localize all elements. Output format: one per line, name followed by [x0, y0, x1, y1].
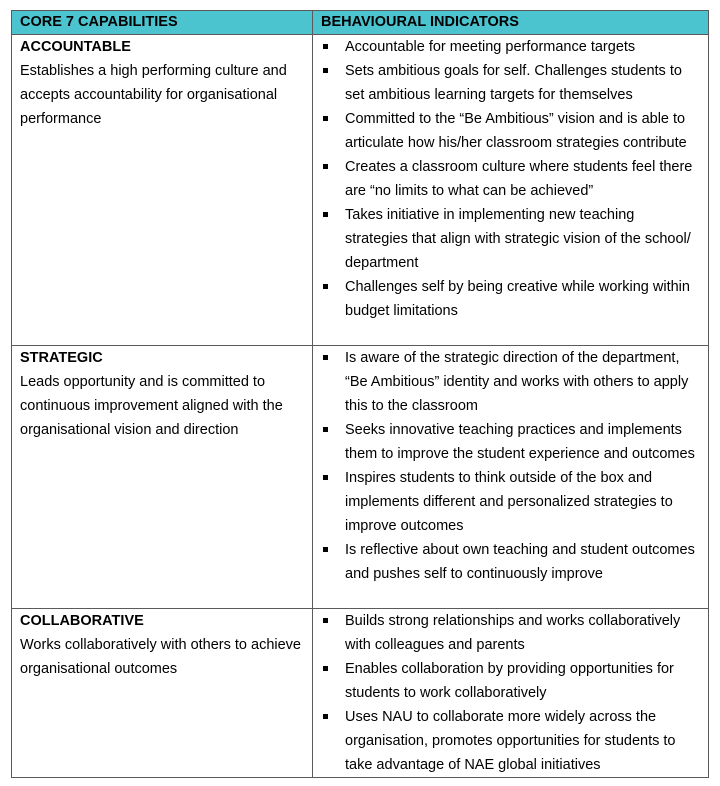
indicator-text: Challenges self by being creative while working within budget limitations [345, 279, 690, 319]
table-row-accountable [12, 35, 709, 346]
indicator-text: Enables collaboration by providing opportunities for students to work collaboratively [345, 661, 674, 701]
indicator-text: Accountable for meeting performance targets [345, 39, 636, 55]
indicators-cell [313, 346, 709, 609]
indicator-text: Is reflective about own teaching and student outcomes and pushes self to continuously improve [345, 542, 695, 582]
table-header-row [12, 11, 709, 35]
indicators-cell [313, 35, 709, 346]
indicator-item [321, 203, 701, 275]
indicator-item [321, 657, 701, 705]
header-core-capabilities: CORE 7 CAPABILITIES [12, 11, 313, 35]
indicator-item [321, 346, 701, 418]
indicator-list [321, 346, 701, 586]
indicator-item [321, 155, 701, 203]
indicator-list [321, 609, 701, 777]
indicator-text: Uses NAU to collaborate more widely across the organisation, promotes opportunities for students to take advantage of NAE global initiatives [345, 709, 676, 773]
indicator-text: Sets ambitious goals for self. Challenges students to set ambitious learning targets for themselves [345, 63, 682, 103]
indicator-item [321, 418, 701, 466]
indicator-item [321, 275, 701, 323]
capability-cell [12, 609, 313, 778]
table-row-collaborative [12, 609, 709, 778]
capabilities-table [11, 10, 709, 778]
capability-description: Works collaboratively with others to achieve organisational outcomes [20, 637, 301, 677]
capability-name: STRATEGIC [20, 350, 103, 366]
capability-name: ACCOUNTABLE [20, 39, 131, 55]
indicator-text: Seeks innovative teaching practices and implements them to improve the student experience and outcomes [345, 422, 695, 462]
indicator-text: Takes initiative in implementing new teaching strategies that align with strategic vision of the school/ department [345, 207, 691, 271]
indicator-item [321, 705, 701, 777]
indicator-list [321, 35, 701, 323]
indicator-item [321, 107, 701, 155]
indicators-cell [313, 609, 709, 778]
capability-cell [12, 346, 313, 609]
indicator-item [321, 609, 701, 657]
table-row-strategic [12, 346, 709, 609]
indicator-item [321, 59, 701, 107]
indicator-text: Inspires students to think outside of the box and implements different and personalized strategies to improve outcomes [345, 470, 673, 534]
indicator-item [321, 35, 701, 59]
indicator-item [321, 466, 701, 538]
capability-description: Leads opportunity and is committed to continuous improvement aligned with the organisational vision and direction [20, 374, 283, 438]
capability-description: Establishes a high performing culture and accepts accountability for organisational performance [20, 63, 287, 127]
indicator-text: Creates a classroom culture where students feel there are “no limits to what can be achieved” [345, 159, 693, 199]
capability-name: COLLABORATIVE [20, 613, 144, 629]
indicator-item [321, 538, 701, 586]
capability-cell [12, 35, 313, 346]
indicator-text: Committed to the “Be Ambitious” vision and is able to articulate how his/her classroom strategies contribute [345, 111, 687, 151]
header-behavioural-indicators: BEHAVIOURAL INDICATORS [313, 11, 709, 35]
indicator-text: Is aware of the strategic direction of the department, “Be Ambitious” identity and works with others to apply this to the classroom [345, 350, 689, 414]
indicator-text: Builds strong relationships and works collaboratively with colleagues and parents [345, 613, 681, 653]
